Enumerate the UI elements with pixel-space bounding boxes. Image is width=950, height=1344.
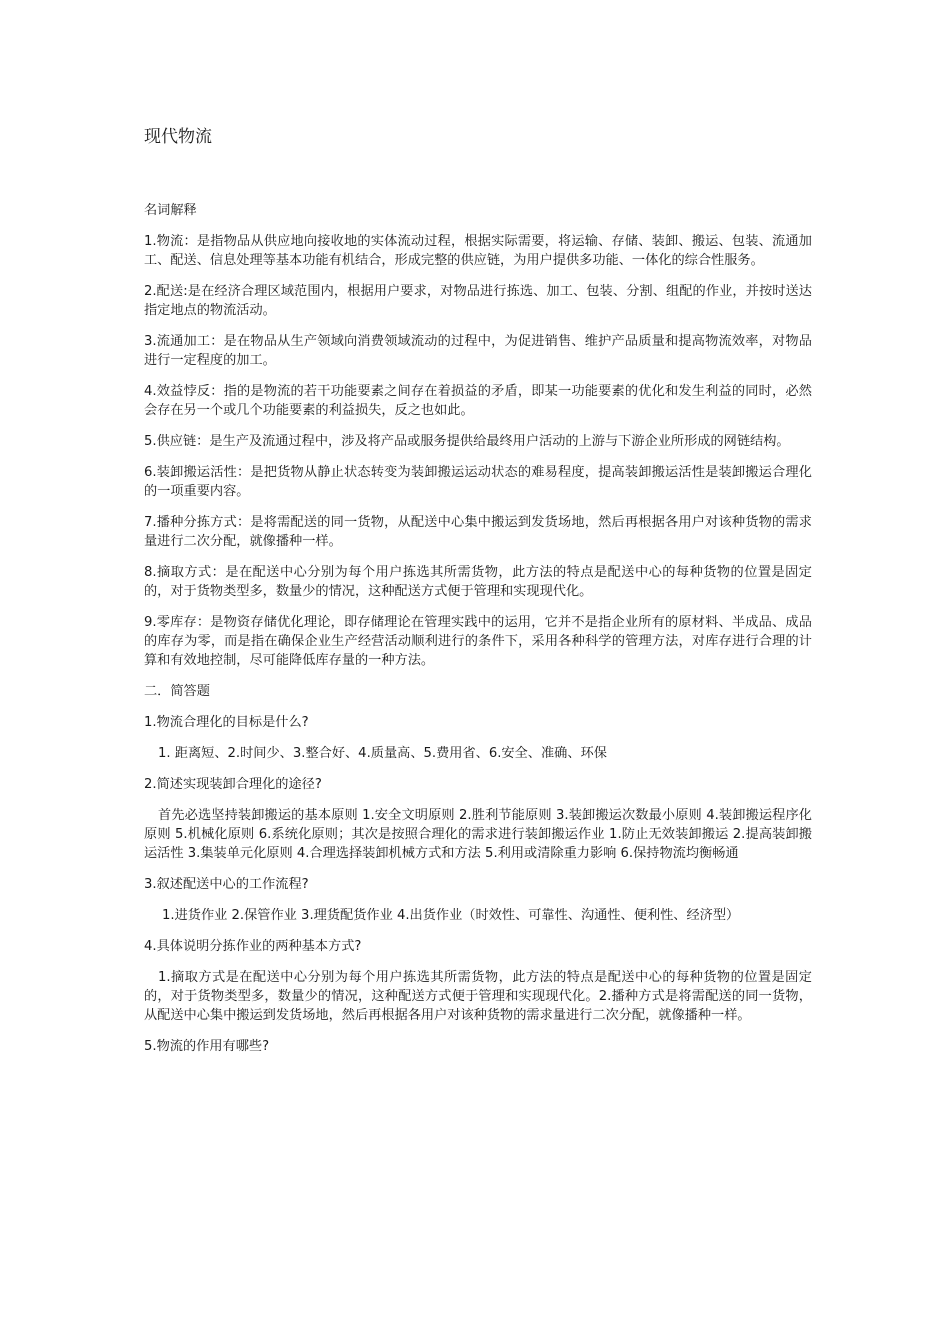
answer-3: 1.进货作业 2.保管作业 3.理货配货作业 4.出货作业（时效性、可靠性、沟通性、便利性、经济型） [162,908,740,923]
question-1: 1.物流合理化的目标是什么? [144,715,309,730]
answer-2: 首先必选坚持装卸搬运的基本原则 1.安全文明原则 2.胜利节能原则 3.装卸搬运次数最小原则 4.装卸搬运程序化原则 5.机械化原则 6.系统化原则；其次是按照合理化的需求进行装卸搬运作业 1.防止无效装卸搬运 2.提高装卸搬运活性 3.集装单元化原则 4.合理选择装卸机械方式和方法 5.利用或清除重力影响 6.保持物流均衡畅通 [144,808,812,861]
definition-item: 5.供应链：是生产及流通过程中，涉及将产品或服务提供给最终用户活动的上游与下游企业所形成的网链结构。 [144,434,790,449]
question-3: 3.叙述配送中心的工作流程? [144,877,309,892]
definition-item: 7.播种分拣方式：是将需配送的同一货物，从配送中心集中搬运到发货场地，然后再根据各用户对该种货物的需求量进行二次分配，就像播种一样。 [144,515,812,549]
document-body [144,201,812,1068]
definition-item: 6.装卸搬运活性：是把货物从静止状态转变为装卸搬运运动状态的难易程度，提高装卸搬运活性是装卸搬运合理化的一项重要内容。 [144,465,812,499]
definition-item: 2.配送:是在经济合理区域范围内，根据用户要求，对物品进行拣选、加工、包装、分割、组配的作业，并按时送达指定地点的物流活动。 [144,284,812,318]
question-2: 2.简述实现装卸合理化的途径? [144,777,322,792]
document-title: 现代物流 [144,127,212,147]
definition-item: 4.效益悖反：指的是物流的若干功能要素之间存在着损益的矛盾，即某一功能要素的优化和发生利益的同时，必然会存在另一个或几个功能要素的利益损失，反之也如此。 [144,384,812,418]
definition-item: 9.零库存：是物资存储优化理论，即存储理论在管理实践中的运用，它并不是指企业所有的原材料、半成品、成品的库存为零，而是指在确保企业生产经营活动顺利进行的条件下，采用各种科学的管理方法，对库存进行合理的计算和有效地控制，尽可能降低库存量的一种方法。 [144,615,812,668]
answer-1: 1. 距离短、2.时间少、3.整合好、4.质量高、5.费用省、6.安全、准确、环保 [158,746,607,761]
definition-item: 1.物流：是指物品从供应地向接收地的实体流动过程，根据实际需要，将运输、存储、装卸、搬运、包装、流通加工、配送、信息处理等基本功能有机结合，形成完整的供应链，为用户提供多功能、一体化的综合性服务。 [144,234,812,268]
question-4: 4.具体说明分拣作业的两种基本方式? [144,939,362,954]
definition-item: 3.流通加工：是在物品从生产领域向消费领域流动的过程中，为促进销售、维护产品质量和提高物流效率，对物品进行一定程度的加工。 [144,334,812,368]
answer-4: 1.摘取方式是在配送中心分别为每个用户拣选其所需货物，此方法的特点是配送中心的每种货物的位置是固定的，对于货物类型多，数量少的情况，这种配送方式便于管理和实现现代化。2.播种方式是将需配送的同一货物，从配送中心集中搬运到发货场地，然后再根据各用户对该种货物的需求量进行二次分配，就像播种一样。 [144,970,812,1023]
question-5: 5.物流的作用有哪些? [144,1039,270,1054]
definition-item: 8.摘取方式：是在配送中心分别为每个用户拣选其所需货物，此方法的特点是配送中心的每种货物的位置是固定的，对于货物类型多，数量少的情况，这种配送方式便于管理和实现现代化。 [144,565,812,599]
section-heading-definitions: 名词解释 [144,203,197,218]
section-heading-short-answer: 二．简答题 [144,684,210,699]
